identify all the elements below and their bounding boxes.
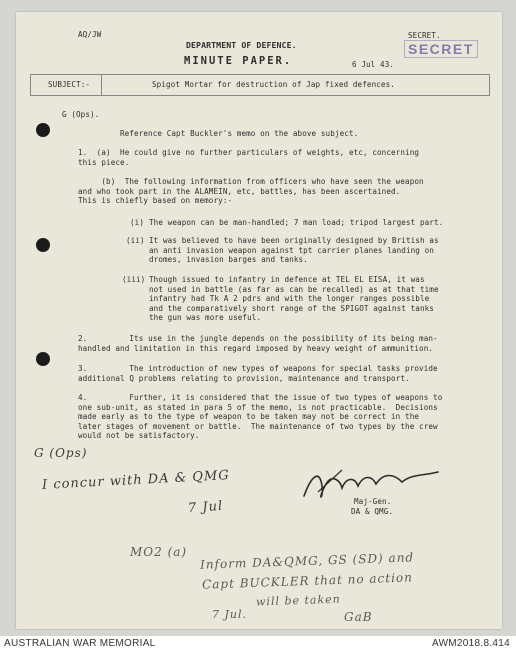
punch-hole-bottom [36,352,50,366]
footer-credit: AUSTRALIAN WAR MEMORIAL [4,638,156,649]
signatory-appointment: DA & QMG. [351,507,394,516]
file-reference: AQ/JW [78,30,102,39]
handwritten-minute-reference: MO2 (a) [130,545,188,559]
handwritten-date-1: 7 Jul [187,498,224,517]
paragraph-4: 4. Further, it is considered that the issue of two types of weapons to one sub-unit, as stated in para 5 of the memo, is not practicable. Decisions made early as to the type of weapon to be taken may not be correct in the later stages of movement or battle. The maintenance of two types by the crew would not be satisfactory. [78,393,443,441]
punch-hole-top [36,123,50,137]
reference-line: Reference Capt Buckler's memo on the above subject. [120,129,359,138]
addressee: G (Ops). [62,110,100,119]
item-ii-number: (ii) [126,236,145,245]
item-iii-text: Though issued to infantry in defence at TEL EL EISA, it was not used in battle (as far as can be recalled) as at that time infantry had Tk A 2 pdrs and with the longer ranges possible and the comparatively short range of the SPIGOT against tanks the gun was more useful. [149,275,439,323]
paragraph-1b: (b) The following information from officers who have seen the weapon and who took part in the ALAMEIN, etc, battles, has been ascertained. This is chiefly based on memory:- [78,177,424,206]
secret-stamp: SECRET [404,40,478,58]
security-classification: SECRET. [408,31,441,40]
document-type-title: MINUTE PAPER. [184,55,293,67]
handwritten-concurrence: I concur with DA & QMG [41,468,231,493]
handwritten-addressee: G (Ops) [34,446,88,460]
footer-accession-number: AWM2018.8.414 [431,638,510,649]
minute-paper-sheet [16,12,502,629]
handwritten-minute-line-2: Capt BUCKLER that no action [201,570,414,592]
punch-hole-middle [36,238,50,252]
subject-divider [101,75,102,95]
handwritten-minute-line-3: will be taken [255,592,341,609]
handwritten-initials: GaB [344,610,373,624]
subject-text: Spigot Mortar for destruction of Jap fixed defences. [152,80,395,89]
handwritten-minute-line-4: 7 Jul. [212,608,248,621]
subject-label: SUBJECT:- [48,80,91,89]
paragraph-1a: 1. (a) He could give no further particulars of weights, etc, concerning this piece. [78,148,420,167]
paragraph-3: 3. The introduction of new types of weapons for special tasks provide additional Q problems relating to provision, maintenance and transport. [78,364,438,383]
handwritten-minute-line-1: Inform DA&QMG, GS (SD) and [199,550,415,572]
item-iii-number: (iii) [122,275,146,284]
item-i-number: (i) [130,218,145,227]
department-title: DEPARTMENT OF DEFENCE. [186,40,297,50]
document-date: 6 Jul 43. [352,60,395,69]
paragraph-2: 2. Its use in the jungle depends on the possibility of its being man- handled and limitation in this regard imposed by heavy weight of ammunition. [78,334,438,353]
item-i-text: The weapon can be man-handled; 7 man load; tripod largest part. [149,218,444,227]
signatory-rank: Maj-Gen. [354,497,392,506]
item-ii-text: It was believed to have been originally designed by British as an anti invasion weapon against tpt carrier planes landing on dromes, invasion barges and tanks. [149,236,439,265]
